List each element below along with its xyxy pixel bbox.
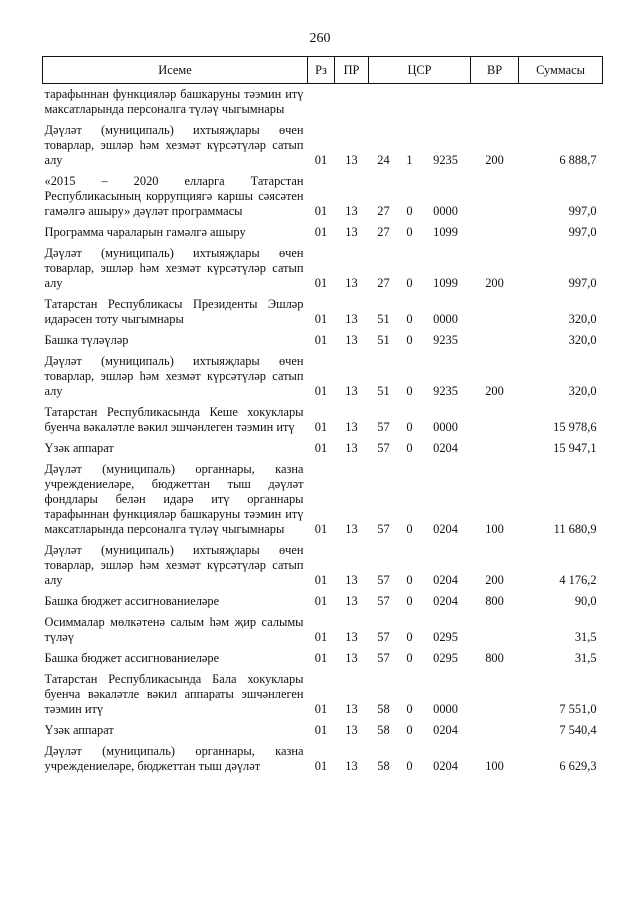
table-header xyxy=(43,57,603,84)
table-row xyxy=(43,84,603,121)
row-pr: 13 xyxy=(345,702,358,716)
row-name: Программа чараларын гамәлгә ашыру xyxy=(44,225,246,239)
row-pr: 13 xyxy=(345,153,358,167)
row-rz: 01 xyxy=(314,630,328,644)
row-csr-direction: 0000 xyxy=(433,204,458,218)
row-rz: 01 xyxy=(314,333,328,347)
row-csr-direction: 0204 xyxy=(433,573,458,587)
row-csr-direction: 0295 xyxy=(433,651,458,665)
column-header-name: Исеме xyxy=(43,57,308,84)
row-vr xyxy=(471,669,519,720)
table-row xyxy=(43,459,603,540)
column-header-pr: ПР xyxy=(335,57,369,84)
row-vr xyxy=(471,222,519,243)
row-vr xyxy=(471,330,519,351)
row-rz: 01 xyxy=(314,702,328,716)
row-rz: 01 xyxy=(314,759,328,773)
row-vr: 800 xyxy=(485,594,504,608)
row-pr: 13 xyxy=(345,276,358,290)
row-pr: 13 xyxy=(345,204,358,218)
row-csr-program: 57 xyxy=(377,630,390,644)
row-vr xyxy=(471,612,519,648)
row-csr-subprogram: 0 xyxy=(406,441,413,455)
row-csr-direction: 0000 xyxy=(433,420,458,434)
row-csr-program: 24 xyxy=(377,153,390,167)
row-pr: 13 xyxy=(345,573,358,587)
row-csr-program: 58 xyxy=(377,723,390,737)
row-pr: 13 xyxy=(345,420,358,434)
row-rz: 01 xyxy=(314,204,328,218)
row-csr-program xyxy=(369,84,399,121)
row-csr-direction: 0204 xyxy=(433,723,458,737)
row-sum: 320,0 xyxy=(568,333,597,347)
row-csr-subprogram: 0 xyxy=(406,384,413,398)
row-vr: 800 xyxy=(485,651,504,665)
row-name: Башка бюджет ассигнованиеләре xyxy=(44,594,220,608)
row-csr-subprogram: 0 xyxy=(406,312,413,326)
row-name: Дәүләт (муниципаль) ихтыяҗлары өчен товарлар, эшләр һәм хезмәт күрсәтүләр сатып алу xyxy=(44,246,304,290)
column-header-rz: Рз xyxy=(308,57,335,84)
row-name: Татарстан Республикасында Кеше хокуклары буенча вәкаләтле вәкил эшчәнлеген тәэмин итү xyxy=(44,405,304,434)
row-name: «2015 – 2020 елларга Татарстан Республикасының коррупциягә каршы сәясәтен гамәлгә ашыру» дәүләт программасы xyxy=(44,174,304,218)
row-rz: 01 xyxy=(314,276,328,290)
row-csr-subprogram: 0 xyxy=(406,225,413,239)
row-sum: 31,5 xyxy=(574,630,597,644)
row-pr: 13 xyxy=(345,441,358,455)
row-sum: 997,0 xyxy=(568,276,597,290)
row-vr xyxy=(471,402,519,438)
row-sum: 15 947,1 xyxy=(553,441,597,455)
row-rz: 01 xyxy=(314,573,328,587)
row-sum xyxy=(519,84,603,121)
row-sum: 31,5 xyxy=(574,651,597,665)
row-name: Башка бюджет ассигнованиеләре xyxy=(44,651,220,665)
row-sum: 997,0 xyxy=(568,225,597,239)
row-pr: 13 xyxy=(345,522,358,536)
row-vr: 200 xyxy=(485,276,504,290)
row-pr: 13 xyxy=(345,723,358,737)
row-csr-direction: 0000 xyxy=(433,702,458,716)
row-rz: 01 xyxy=(314,225,328,239)
row-sum: 15 978,6 xyxy=(553,420,597,434)
row-csr-program: 27 xyxy=(377,276,390,290)
table-row xyxy=(43,438,603,459)
row-csr-direction: 1099 xyxy=(433,276,458,290)
row-sum: 7 551,0 xyxy=(559,702,597,716)
row-sum: 997,0 xyxy=(568,204,597,218)
table-row xyxy=(43,402,603,438)
row-csr-program: 27 xyxy=(377,204,390,218)
row-name: Башка түләүләр xyxy=(44,333,129,347)
row-vr: 100 xyxy=(485,522,504,536)
row-sum: 6 629,3 xyxy=(559,759,597,773)
table-row xyxy=(43,540,603,591)
row-csr-subprogram: 0 xyxy=(406,573,413,587)
row-csr-direction: 0204 xyxy=(433,522,458,536)
row-rz: 01 xyxy=(314,441,328,455)
row-csr-subprogram: 0 xyxy=(406,702,413,716)
row-csr-subprogram: 0 xyxy=(406,276,413,290)
row-csr-subprogram: 0 xyxy=(406,522,413,536)
row-pr: 13 xyxy=(345,759,358,773)
row-sum: 7 540,4 xyxy=(559,723,597,737)
table-row xyxy=(43,243,603,294)
row-csr-program: 58 xyxy=(377,759,390,773)
row-csr-program: 51 xyxy=(377,384,390,398)
row-sum: 11 680,9 xyxy=(553,522,597,536)
table-row xyxy=(43,612,603,648)
row-csr-subprogram: 1 xyxy=(406,153,413,167)
budget-table xyxy=(42,56,603,777)
row-name: Дәүләт (муниципаль) ихтыяҗлары өчен товарлар, эшләр һәм хезмәт күрсәтүләр сатып алу xyxy=(44,123,304,167)
row-pr: 13 xyxy=(345,312,358,326)
column-header-vr: ВР xyxy=(471,57,519,84)
row-csr-direction: 0000 xyxy=(433,312,458,326)
row-rz: 01 xyxy=(314,384,328,398)
row-vr xyxy=(471,294,519,330)
row-name: Дәүләт (муниципаль) ихтыяҗлары өчен товарлар, эшләр һәм хезмәт күрсәтүләр сатып алу xyxy=(44,543,304,587)
row-csr-program: 51 xyxy=(377,333,390,347)
table-row xyxy=(43,591,603,612)
row-pr: 13 xyxy=(345,225,358,239)
budget-table-container xyxy=(42,56,602,777)
row-csr-program: 58 xyxy=(377,702,390,716)
row-name: Дәүләт (муниципаль) органнары, казна учреждениеләре, бюджеттан тыш дәүләт xyxy=(44,744,304,773)
row-name: Татарстан Республикасы Президенты Эшләр идарәсен тоту чыгымнары xyxy=(44,297,304,326)
table-row xyxy=(43,171,603,222)
row-vr: 200 xyxy=(485,153,504,167)
row-csr-direction: 9235 xyxy=(433,153,458,167)
row-csr-subprogram: 0 xyxy=(406,204,413,218)
row-csr-subprogram: 0 xyxy=(406,723,413,737)
table-row xyxy=(43,720,603,741)
row-csr-subprogram xyxy=(399,84,421,121)
row-csr-direction: 0204 xyxy=(433,441,458,455)
row-vr xyxy=(471,438,519,459)
row-csr-direction: 9235 xyxy=(433,333,458,347)
row-csr-direction: 0204 xyxy=(433,594,458,608)
row-csr-program: 57 xyxy=(377,420,390,434)
row-csr-subprogram: 0 xyxy=(406,630,413,644)
row-name: Татарстан Республикасында Бала хокуклары буенча вәкаләтле вәкил аппараты эшчәнлеген тәэмин итү xyxy=(44,672,304,716)
row-sum: 90,0 xyxy=(574,594,597,608)
row-csr-direction: 0295 xyxy=(433,630,458,644)
row-csr-subprogram: 0 xyxy=(406,651,413,665)
row-vr: 200 xyxy=(485,573,504,587)
row-csr-direction: 1099 xyxy=(433,225,458,239)
row-csr-program: 57 xyxy=(377,573,390,587)
row-sum: 6 888,7 xyxy=(559,153,597,167)
row-rz: 01 xyxy=(314,153,328,167)
row-csr-program: 27 xyxy=(377,225,390,239)
row-csr-subprogram: 0 xyxy=(406,594,413,608)
row-rz: 01 xyxy=(314,723,328,737)
row-rz: 01 xyxy=(314,420,328,434)
row-rz: 01 xyxy=(314,312,328,326)
table-row xyxy=(43,648,603,669)
table-row xyxy=(43,294,603,330)
table-body xyxy=(43,84,603,778)
row-csr-subprogram: 0 xyxy=(406,759,413,773)
row-csr-direction: 9235 xyxy=(433,384,458,398)
row-vr xyxy=(471,720,519,741)
row-vr xyxy=(471,84,519,121)
row-sum: 4 176,2 xyxy=(559,573,597,587)
row-pr xyxy=(335,84,369,121)
row-csr-subprogram: 0 xyxy=(406,420,413,434)
row-rz xyxy=(308,84,335,121)
row-sum: 320,0 xyxy=(568,312,597,326)
column-header-csr: ЦСР xyxy=(369,57,471,84)
row-rz: 01 xyxy=(314,594,328,608)
row-name: Дәүләт (муниципаль) ихтыяҗлары өчен товарлар, эшләр һәм хезмәт күрсәтүләр сатып алу xyxy=(44,354,304,398)
page-number: 260 xyxy=(309,31,331,46)
row-csr-program: 57 xyxy=(377,651,390,665)
table-row xyxy=(43,120,603,171)
row-vr xyxy=(471,171,519,222)
row-sum: 320,0 xyxy=(568,384,597,398)
table-row xyxy=(43,222,603,243)
row-pr: 13 xyxy=(345,384,358,398)
row-vr: 200 xyxy=(485,384,504,398)
row-csr-program: 57 xyxy=(377,441,390,455)
row-csr-program: 57 xyxy=(377,522,390,536)
column-header-sum: Суммасы xyxy=(519,57,603,84)
table-row xyxy=(43,741,603,777)
row-rz: 01 xyxy=(314,651,328,665)
row-csr-direction xyxy=(421,84,471,121)
row-csr-program: 51 xyxy=(377,312,390,326)
row-rz: 01 xyxy=(314,522,328,536)
row-csr-program: 57 xyxy=(377,594,390,608)
row-pr: 13 xyxy=(345,651,358,665)
row-name: Үзәк аппарат xyxy=(44,441,114,455)
row-name: Үзәк аппарат xyxy=(44,723,114,737)
table-row xyxy=(43,330,603,351)
table-row xyxy=(43,669,603,720)
row-csr-direction: 0204 xyxy=(433,759,458,773)
row-pr: 13 xyxy=(345,333,358,347)
row-vr: 100 xyxy=(485,759,504,773)
row-name: Дәүләт (муниципаль) органнары, казна учреждениеләре, бюджеттан тыш дәүләт фондлары белән идарә итү органнары тарафыннан функцияләр башкаруны тәэмин итү максатларында персоналга түләү чыгымнары xyxy=(44,462,304,536)
row-pr: 13 xyxy=(345,630,358,644)
row-name: Осиммалар мөлкәтенә салым һәм җир салымы түләү xyxy=(44,615,304,644)
row-name: тарафыннан функцияләр башкаруны тәэмин итү максатларында персоналга түләү чыгымнары xyxy=(44,87,304,116)
row-csr-subprogram: 0 xyxy=(406,333,413,347)
row-pr: 13 xyxy=(345,594,358,608)
table-row xyxy=(43,351,603,402)
